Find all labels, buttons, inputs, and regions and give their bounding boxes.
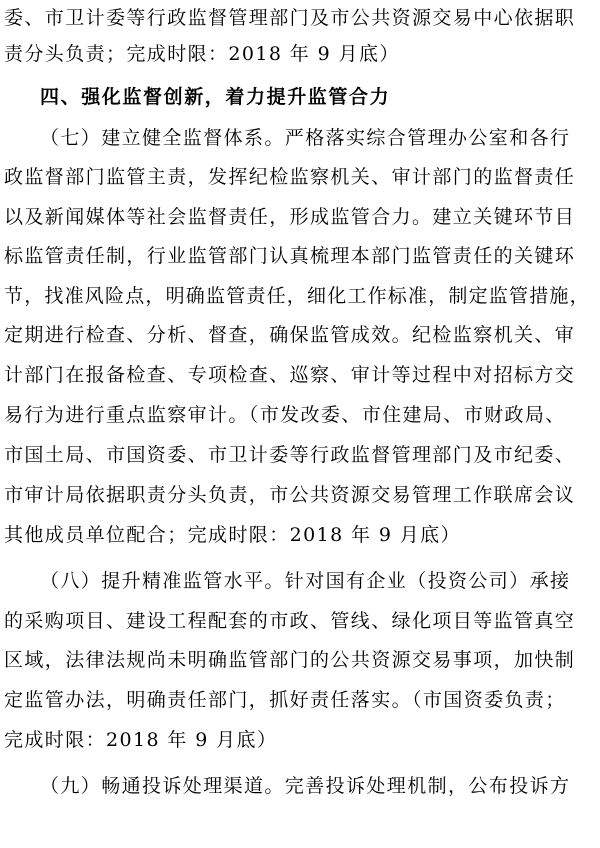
text-line: 完成时限：2018 年 9 月底） [4, 729, 278, 751]
text-line: 市国土局、市国资委、市卫计委等行政监督管理部门及市纪委、 [4, 444, 576, 466]
text-line: 区域，法律法规尚未明确监管部门的公共资源交易事项，加快制 [4, 649, 576, 671]
text-line: 市审计局依据职责分头负责，市公共资源交易管理工作联席会议 [4, 484, 576, 506]
text-line: 计部门在报备检查、专项检查、巡察、审计等过程中对招标方交 [4, 364, 576, 386]
text-line: 标监管责任制，行业监管部门认真梳理本部门监管责任的关键环 [4, 245, 576, 267]
text-line: 的采购项目、建设工程配套的市政、管线、绿化项目等监管真空 [4, 610, 576, 632]
text-line: 定监管办法，明确责任部门，抓好责任落实。（市国资委负责； [4, 689, 566, 711]
text-line: 以及新闻媒体等社会监督责任，形成监管合力。建立关键环节目 [4, 206, 576, 228]
text-line: 节，找准风险点，明确监管责任，细化工作标准，制定监管措施， [4, 285, 590, 307]
paragraph-first-line: （八）提升精准监管水平。针对国有企业（投资公司）承接 [40, 570, 571, 592]
text-line: 责分头负责；完成时限：2018 年 9 月底） [4, 43, 400, 65]
text-line: 易行为进行重点监察审计。（市发改委、市住建局、市财政局、 [4, 404, 566, 426]
paragraph-first-line: （七）建立健全监督体系。严格落实综合管理办公室和各行 [40, 127, 571, 149]
text-line: 其他成员单位配合；完成时限：2018 年 9 月底） [4, 524, 461, 546]
text-line: 委、市卫计委等行政监督管理部门及市公共资源交易中心依据职 [4, 7, 576, 29]
paragraph-first-line: （九）畅通投诉处理渠道。完善投诉处理机制，公布投诉方 [40, 775, 571, 797]
text-line: 政监督部门监管主责，发挥纪检监察机关、审计部门的监督责任 [4, 166, 576, 188]
section-heading: 四、强化监督创新，着力提升监管合力 [40, 86, 391, 108]
text-line: 定期进行检查、分析、督查，确保监管成效。纪检监察机关、审 [4, 324, 576, 346]
